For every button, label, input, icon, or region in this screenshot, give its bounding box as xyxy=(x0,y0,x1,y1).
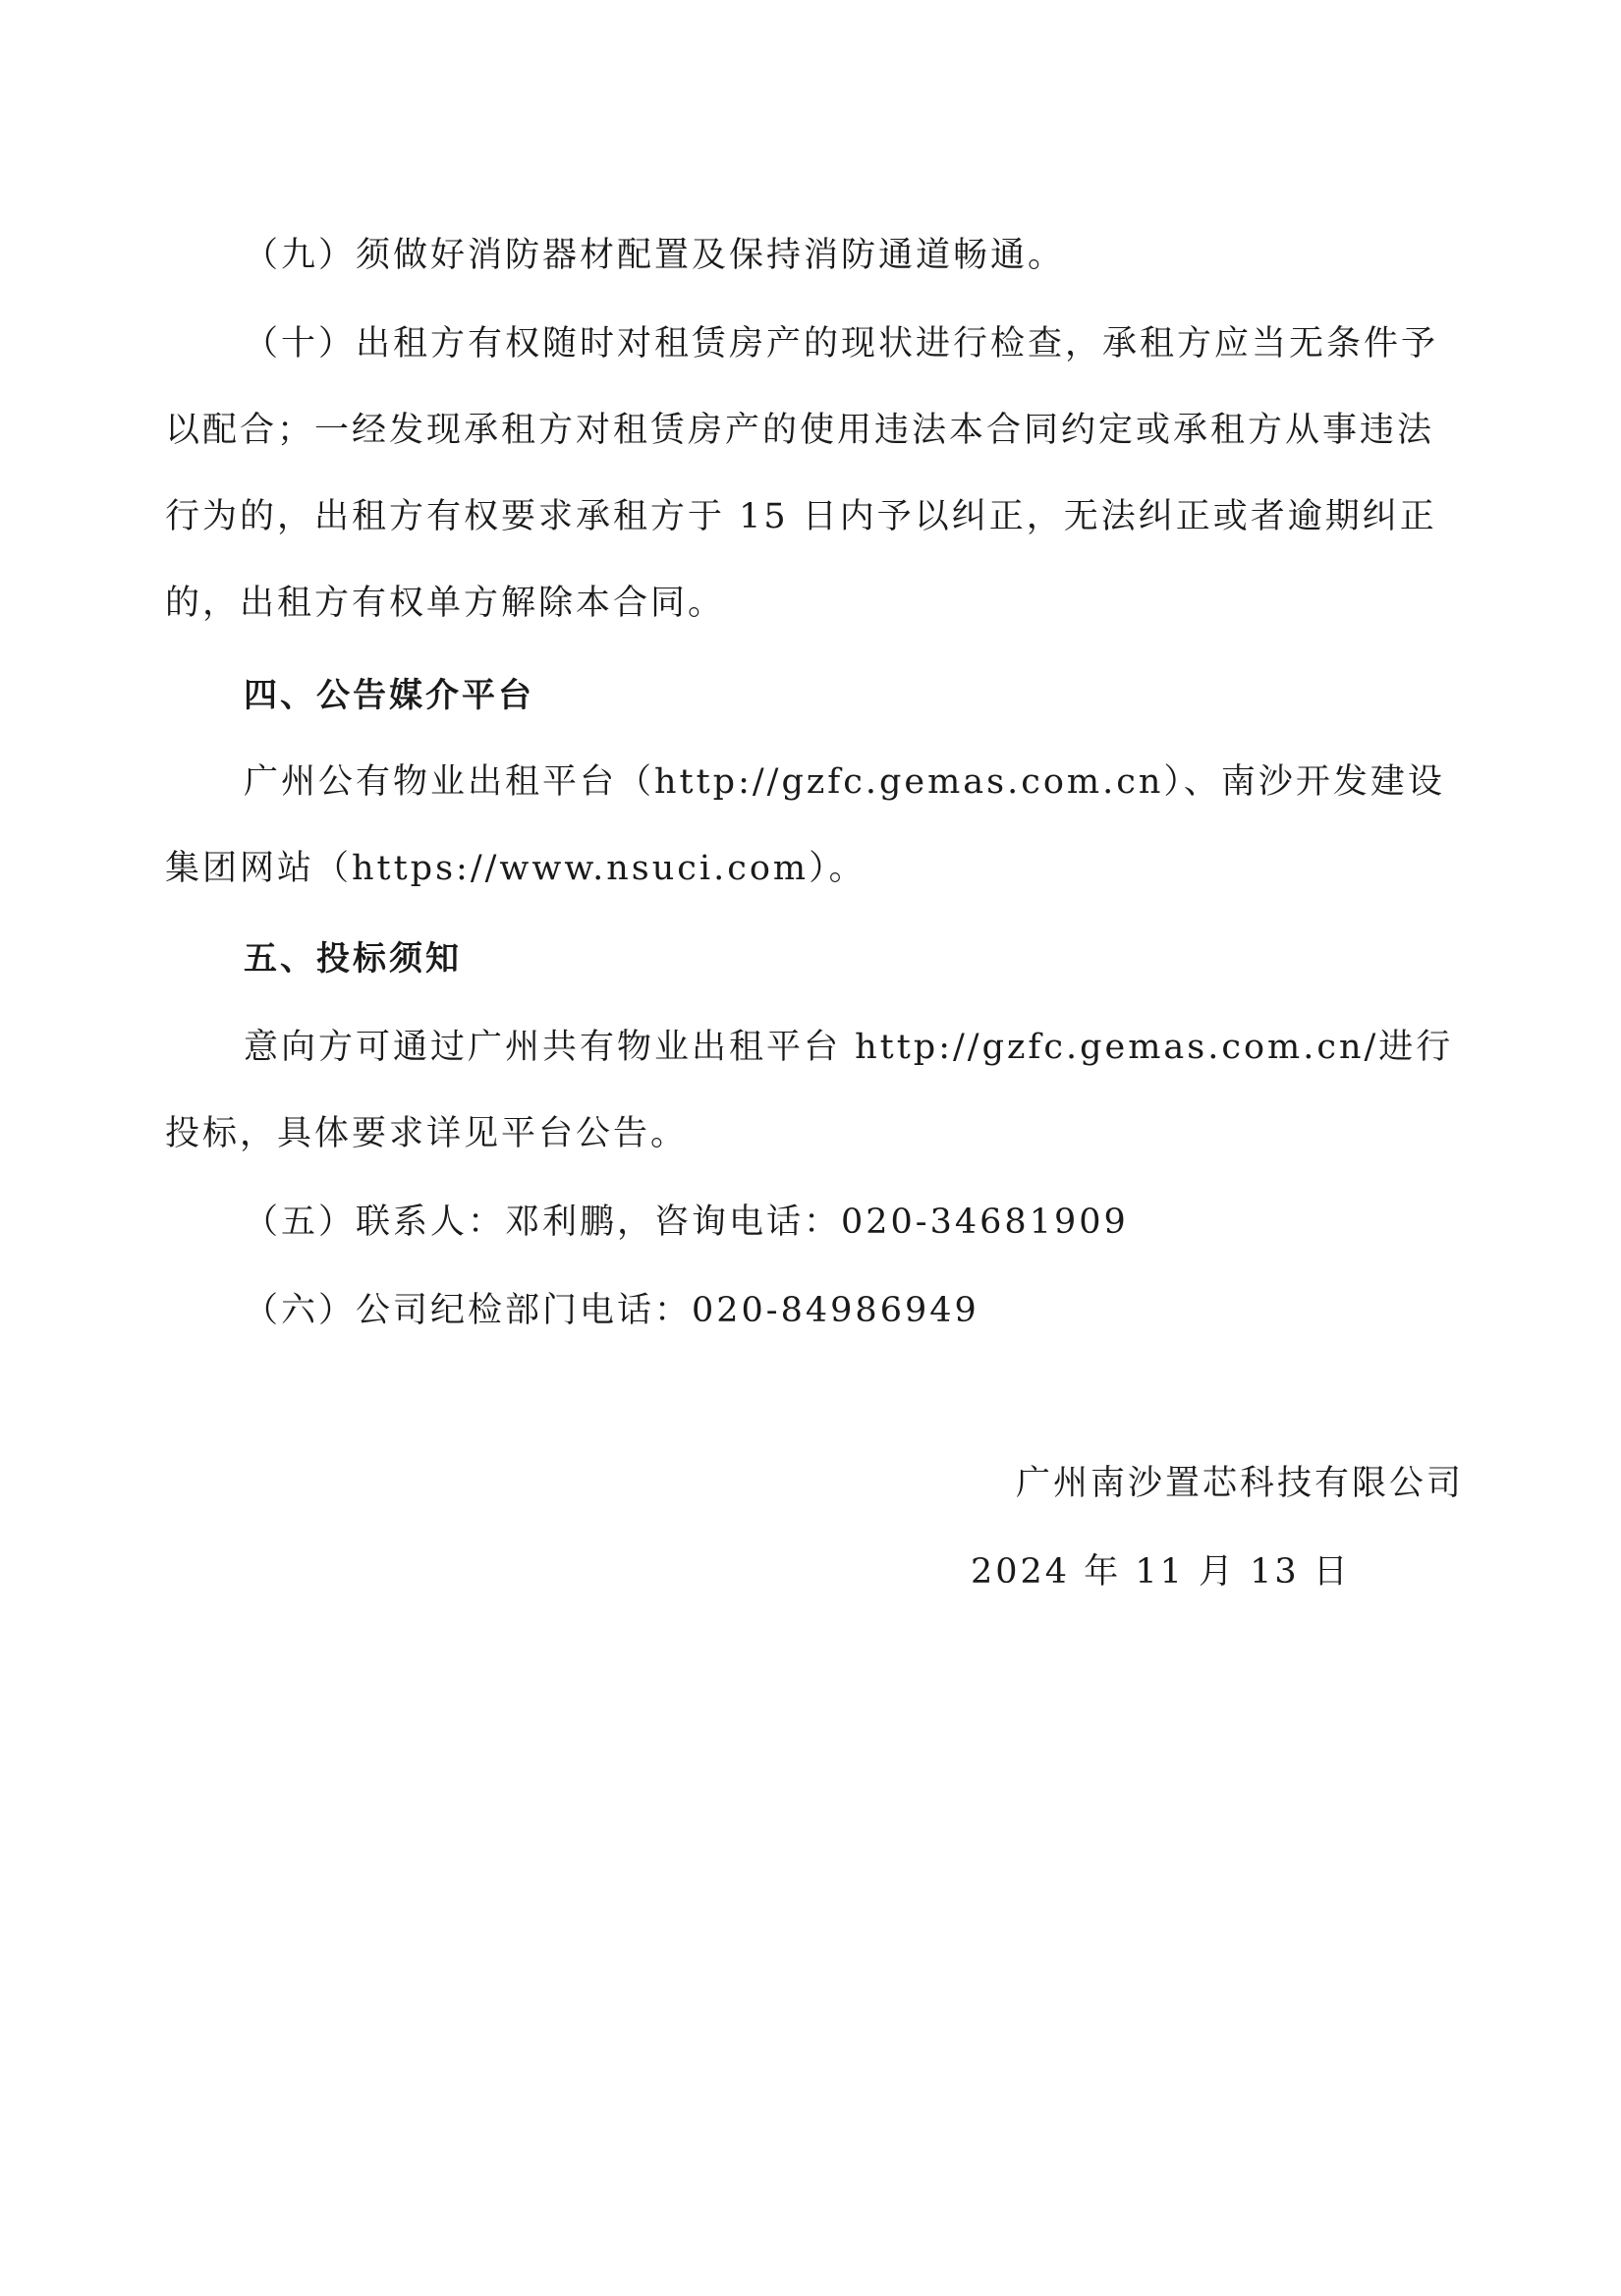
section-4-body: 广州公有物业出租平台（http://gzfc.gemas.com.cn）、南沙开发建设集团网站（https://www.nsuci.com）。 xyxy=(165,762,1445,888)
signature-date: 2024 年 11 月 13 日 xyxy=(971,1552,1351,1592)
section-4-heading: 四、公告媒介平台 xyxy=(244,676,534,715)
section-5-body: 意向方可通过广州共有物业出租平台 http://gzfc.gemas.com.cn/进行投标，具体要求详见平台公告。 xyxy=(165,1028,1454,1153)
signature-company: 广州南沙置芯科技有限公司 xyxy=(1015,1464,1464,1503)
section-5-heading: 五、投标须知 xyxy=(244,939,462,979)
clause-9: （九）须做好消防器材配置及保持消防通道畅通。 xyxy=(244,236,1066,275)
contact-line: （五）联系人：邓利鹏，咨询电话：020-34681909 xyxy=(244,1203,1129,1242)
discipline-phone-line: （六）公司纪检部门电话：020-84986949 xyxy=(244,1291,979,1330)
clause-10: （十）出租方有权随时对租赁房产的现状进行检查，承租方应当无条件予以配合；一经发现承租方对租赁房产的使用违法本合同约定或承租方从事违法行为的，出租方有权要求承租方于 15 日内予以纠正，无法纠正或者逾期纠正的，出租方有权单方解除本合同。 xyxy=(165,324,1439,623)
